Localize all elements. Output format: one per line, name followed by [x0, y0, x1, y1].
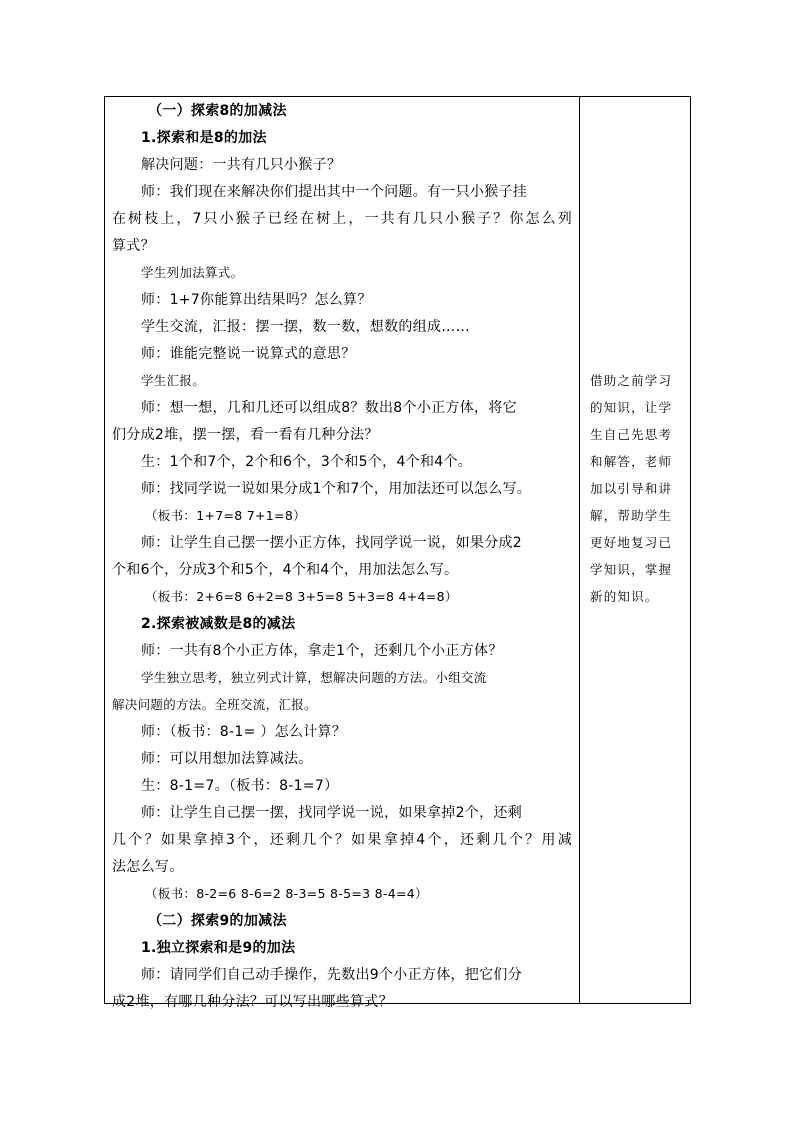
paragraph-line: 法怎么写。: [112, 859, 184, 875]
section-heading: （一）探索8的加减法: [148, 103, 287, 119]
paragraph-line: 师：请同学们自己动手操作，先数出9个小正方体，把它们分: [141, 967, 523, 983]
paragraph-line: 师：让学生自己摆一摆小正方体，找同学说一说，如果分成2: [141, 535, 523, 551]
paragraph-line: 在树枝上，7只小猴子已经在树上，一共有几只小猴子？你怎么列: [112, 211, 572, 227]
side-note-line: 借助之前学习: [590, 373, 673, 388]
paragraph-line: 师：（板书：8-1= ）怎么计算？: [141, 724, 347, 740]
subsection-heading: 1.独立探索和是9的加法: [141, 940, 296, 956]
paragraph-line: 算式？: [112, 238, 155, 254]
subsection-heading: 1.探索和是8的加法: [141, 130, 267, 146]
column-divider: [579, 97, 580, 1003]
paragraph-line: 学生列加法算式。: [141, 265, 244, 280]
board-notes: （板书：8-2=6 8-6=2 8-3=5 8-5=3 8-4=4）: [145, 886, 428, 901]
paragraph-line: 解决问题：一共有几只小猴子？: [141, 157, 342, 173]
lesson-plan-table: [104, 96, 691, 1010]
side-note-line: 学知识，掌握: [590, 562, 673, 577]
paragraph-line: 生：8-1=7。（板书：8-1=7）: [141, 778, 339, 794]
paragraph-line: 师：找同学说一说如果分成1个和7个，用加法还可以怎么写。: [141, 481, 532, 497]
paragraph-line: 解决问题的方法。全班交流，汇报。: [112, 697, 317, 712]
side-note-line: 解，帮助学生: [590, 508, 673, 523]
side-note-line: 更好地复习已: [590, 535, 673, 550]
paragraph-line: 师：我们现在来解决你们提出其中一个问题。有一只小猴子挂: [141, 184, 528, 200]
paragraph-line: 成2堆，有哪几种分法？可以写出哪些算式？: [112, 994, 393, 1010]
paragraph-line: 师：1+7你能算出结果吗？怎么算？: [141, 292, 372, 308]
paragraph-line: 几个？如果拿掉3个，还剩几个？如果拿掉4个，还剩几个？用减: [112, 832, 572, 848]
side-note-line: 生自己先思考: [590, 427, 673, 442]
paragraph-line: 学生交流，汇报：摆一摆，数一数，想数的组成……: [141, 319, 470, 335]
side-note-line: 新的知识。: [590, 589, 659, 604]
paragraph-line: 个和6个，分成3个和5个，4个和4个，用加法怎么写。: [112, 562, 459, 578]
side-note-line: 加以引导和讲: [590, 481, 673, 496]
paragraph-line: 们分成2堆，摆一摆，看一看有几种分法？: [112, 427, 379, 443]
paragraph-line: 师：让学生自己摆一摆，找同学说一说，如果拿掉2个，还剩: [141, 805, 523, 821]
paragraph-line: 学生独立思考，独立列式计算，想解决问题的方法。小组交流: [141, 670, 487, 685]
paragraph-line: 师：可以用想加法算减法。: [141, 751, 313, 767]
board-notes: （板书：1+7=8 7+1=8）: [145, 508, 306, 523]
subsection-heading: 2.探索被减数是8的减法: [141, 616, 296, 632]
section-heading: （二）探索9的加减法: [148, 913, 287, 929]
paragraph-line: 师：一共有8个小正方体，拿走1个，还剩几个小正方体？: [141, 643, 503, 659]
paragraph-line: 师：谁能完整说一说算式的意思？: [141, 346, 356, 362]
side-note-line: 的知识，让学: [590, 400, 673, 415]
paragraph-line: 师：想一想，几和几还可以组成8？数出8个小正方体，将它: [141, 400, 517, 416]
board-notes: （板书：2+6=8 6+2=8 3+5=8 5+3=8 4+4=8）: [145, 589, 458, 604]
side-note-line: 和解答，老师: [590, 454, 673, 469]
paragraph-line: 生：1个和7个，2个和6个，3个和5个，4个和4个。: [141, 454, 473, 470]
paragraph-line: 学生汇报。: [141, 373, 206, 388]
